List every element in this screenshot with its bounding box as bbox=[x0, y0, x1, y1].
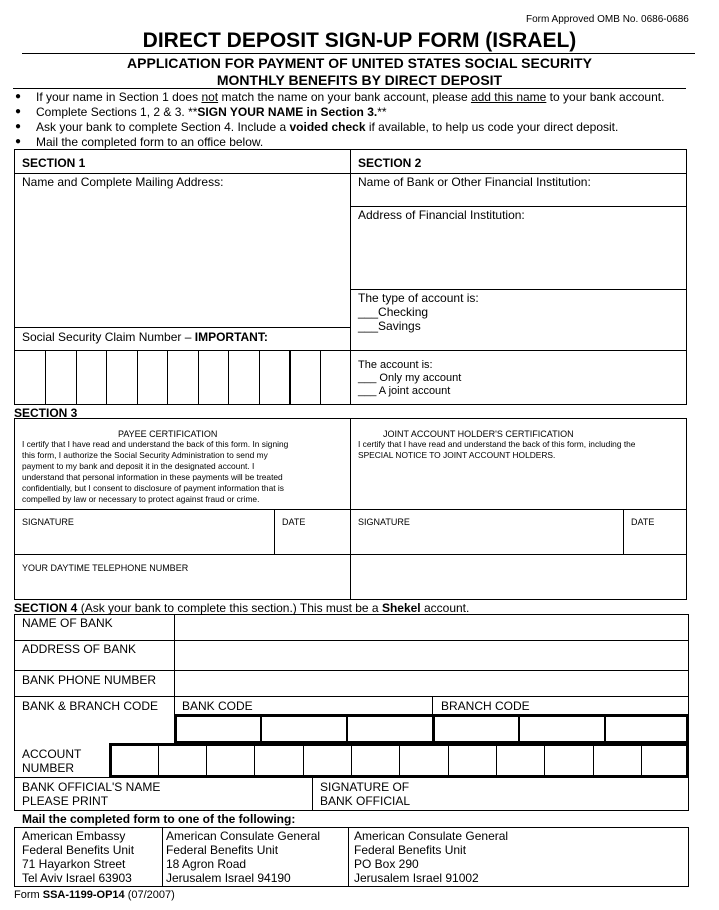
bank-phone-field[interactable] bbox=[176, 671, 688, 695]
bank-name-label: Name of Bank or Other Financial Institution: bbox=[358, 175, 591, 189]
name-of-bank-label: NAME OF BANK bbox=[22, 616, 113, 630]
phone-label: YOUR DAYTIME TELEPHONE NUMBER bbox=[22, 563, 189, 573]
office-jerusalem-agron: American Consulate General Federal Benefits Unit 18 Agron Road Jerusalem Israel 94190 bbox=[166, 829, 321, 885]
official-name-label-2: PLEASE PRINT bbox=[22, 794, 109, 808]
joint-signature-label: SIGNATURE bbox=[358, 517, 410, 527]
section-4-title: SECTION 4 (Ask your bank to complete this section.) This must be a Shekel account. bbox=[14, 601, 470, 615]
omb-number: Form Approved OMB No. 0686-0686 bbox=[526, 14, 689, 25]
form-subtitle-1: APPLICATION FOR PAYMENT OF UNITED STATES SOCIAL SECURITY bbox=[127, 55, 592, 71]
payee-certification-text: I certify that I have read and understand the back of this form. In signing this form, I authorize the Social Security Administration to send my payment to my bank and deposit it in the designated account. I understand that personal information in these payments will be treated confidentially, but I consent to disclosure of payment information that is compelled by law or necessary to protect against fraud or crime. bbox=[22, 439, 289, 504]
official-name-field[interactable] bbox=[200, 779, 310, 809]
form-title: DIRECT DEPOSIT SIGN-UP FORM (ISRAEL) bbox=[142, 29, 577, 52]
address-of-bank-field[interactable] bbox=[176, 641, 688, 669]
joint-date-field[interactable] bbox=[624, 528, 686, 553]
section-3-title: SECTION 3 bbox=[14, 406, 78, 420]
official-name-label-1: BANK OFFICIAL'S NAME bbox=[22, 780, 161, 794]
mailing-address-label: Name and Complete Mailing Address: bbox=[22, 175, 224, 189]
bank-phone-label: BANK PHONE NUMBER bbox=[22, 673, 157, 687]
payee-date-label: DATE bbox=[282, 517, 306, 527]
only-my-account-option[interactable]: ___ Only my account bbox=[358, 372, 462, 384]
official-signature-label-1: SIGNATURE OF bbox=[320, 780, 410, 794]
address-of-bank-label: ADDRESS OF BANK bbox=[22, 642, 137, 656]
savings-option[interactable]: ___Savings bbox=[358, 319, 421, 333]
section-2-title: SECTION 2 bbox=[358, 156, 422, 170]
mailing-address-field[interactable] bbox=[15, 190, 349, 326]
payee-signature-field[interactable] bbox=[15, 528, 273, 553]
instruction-1: If your name in Section 1 does not match the name on your bank account, please add this name to your bank account. bbox=[36, 90, 665, 104]
bank-address-label: Address of Financial Institution: bbox=[358, 208, 525, 222]
branch-code-label: BRANCH CODE bbox=[441, 699, 530, 713]
form-number: Form SSA-1199-OP14 (07/2007) bbox=[14, 889, 175, 901]
instruction-2: Complete Sections 1, 2 & 3. **SIGN YOUR NAME in Section 3.** bbox=[36, 105, 387, 119]
official-signature-label-2: BANK OFFICIAL bbox=[320, 794, 411, 808]
section-1-title: SECTION 1 bbox=[22, 156, 86, 170]
account-type-label: The type of account is: bbox=[358, 291, 479, 305]
office-tel-aviv: American Embassy Federal Benefits Unit 71 Hayarkon Street Tel Aviv Israel 63903 bbox=[22, 829, 135, 885]
joint-certification-title: JOINT ACCOUNT HOLDER'S CERTIFICATION bbox=[383, 429, 574, 439]
office-jerusalem-pobox: American Consulate General Federal Benefits Unit PO Box 290 Jerusalem Israel 91002 bbox=[354, 829, 509, 885]
bank-code-label: BANK CODE bbox=[182, 699, 253, 713]
form-subtitle-2: MONTHLY BENEFITS BY DIRECT DEPOSIT bbox=[216, 72, 503, 88]
account-number-label-2: NUMBER bbox=[22, 761, 75, 775]
name-of-bank-field[interactable] bbox=[176, 615, 688, 639]
joint-account-option[interactable]: ___ A joint account bbox=[358, 385, 451, 397]
payee-certification-title: PAYEE CERTIFICATION bbox=[118, 429, 218, 439]
claim-number-label: Social Security Claim Number – IMPORTANT: bbox=[22, 330, 268, 344]
joint-signature-field[interactable] bbox=[351, 528, 622, 553]
joint-date-label: DATE bbox=[631, 517, 655, 527]
official-signature-field[interactable] bbox=[420, 779, 688, 809]
account-number-label-1: ACCOUNT bbox=[22, 747, 82, 761]
phone-field[interactable] bbox=[15, 574, 349, 599]
instruction-4: Mail the completed form to an office below. bbox=[36, 135, 264, 149]
instruction-3: Ask your bank to complete Section 4. Include a voided check if available, to help us code your direct deposit. bbox=[36, 120, 619, 134]
payee-signature-label: SIGNATURE bbox=[22, 517, 74, 527]
account-is-label: The account is: bbox=[358, 359, 433, 371]
payee-date-field[interactable] bbox=[275, 528, 349, 553]
joint-certification-text: I certify that I have read and understand the back of this form, including the SPECIAL NOTICE TO JOINT ACCOUNT HOLDERS. bbox=[358, 439, 636, 460]
checking-option[interactable]: ___Checking bbox=[358, 305, 429, 319]
mailing-heading: Mail the completed form to one of the following: bbox=[22, 812, 296, 826]
bank-branch-code-label: BANK & BRANCH CODE bbox=[22, 699, 159, 713]
